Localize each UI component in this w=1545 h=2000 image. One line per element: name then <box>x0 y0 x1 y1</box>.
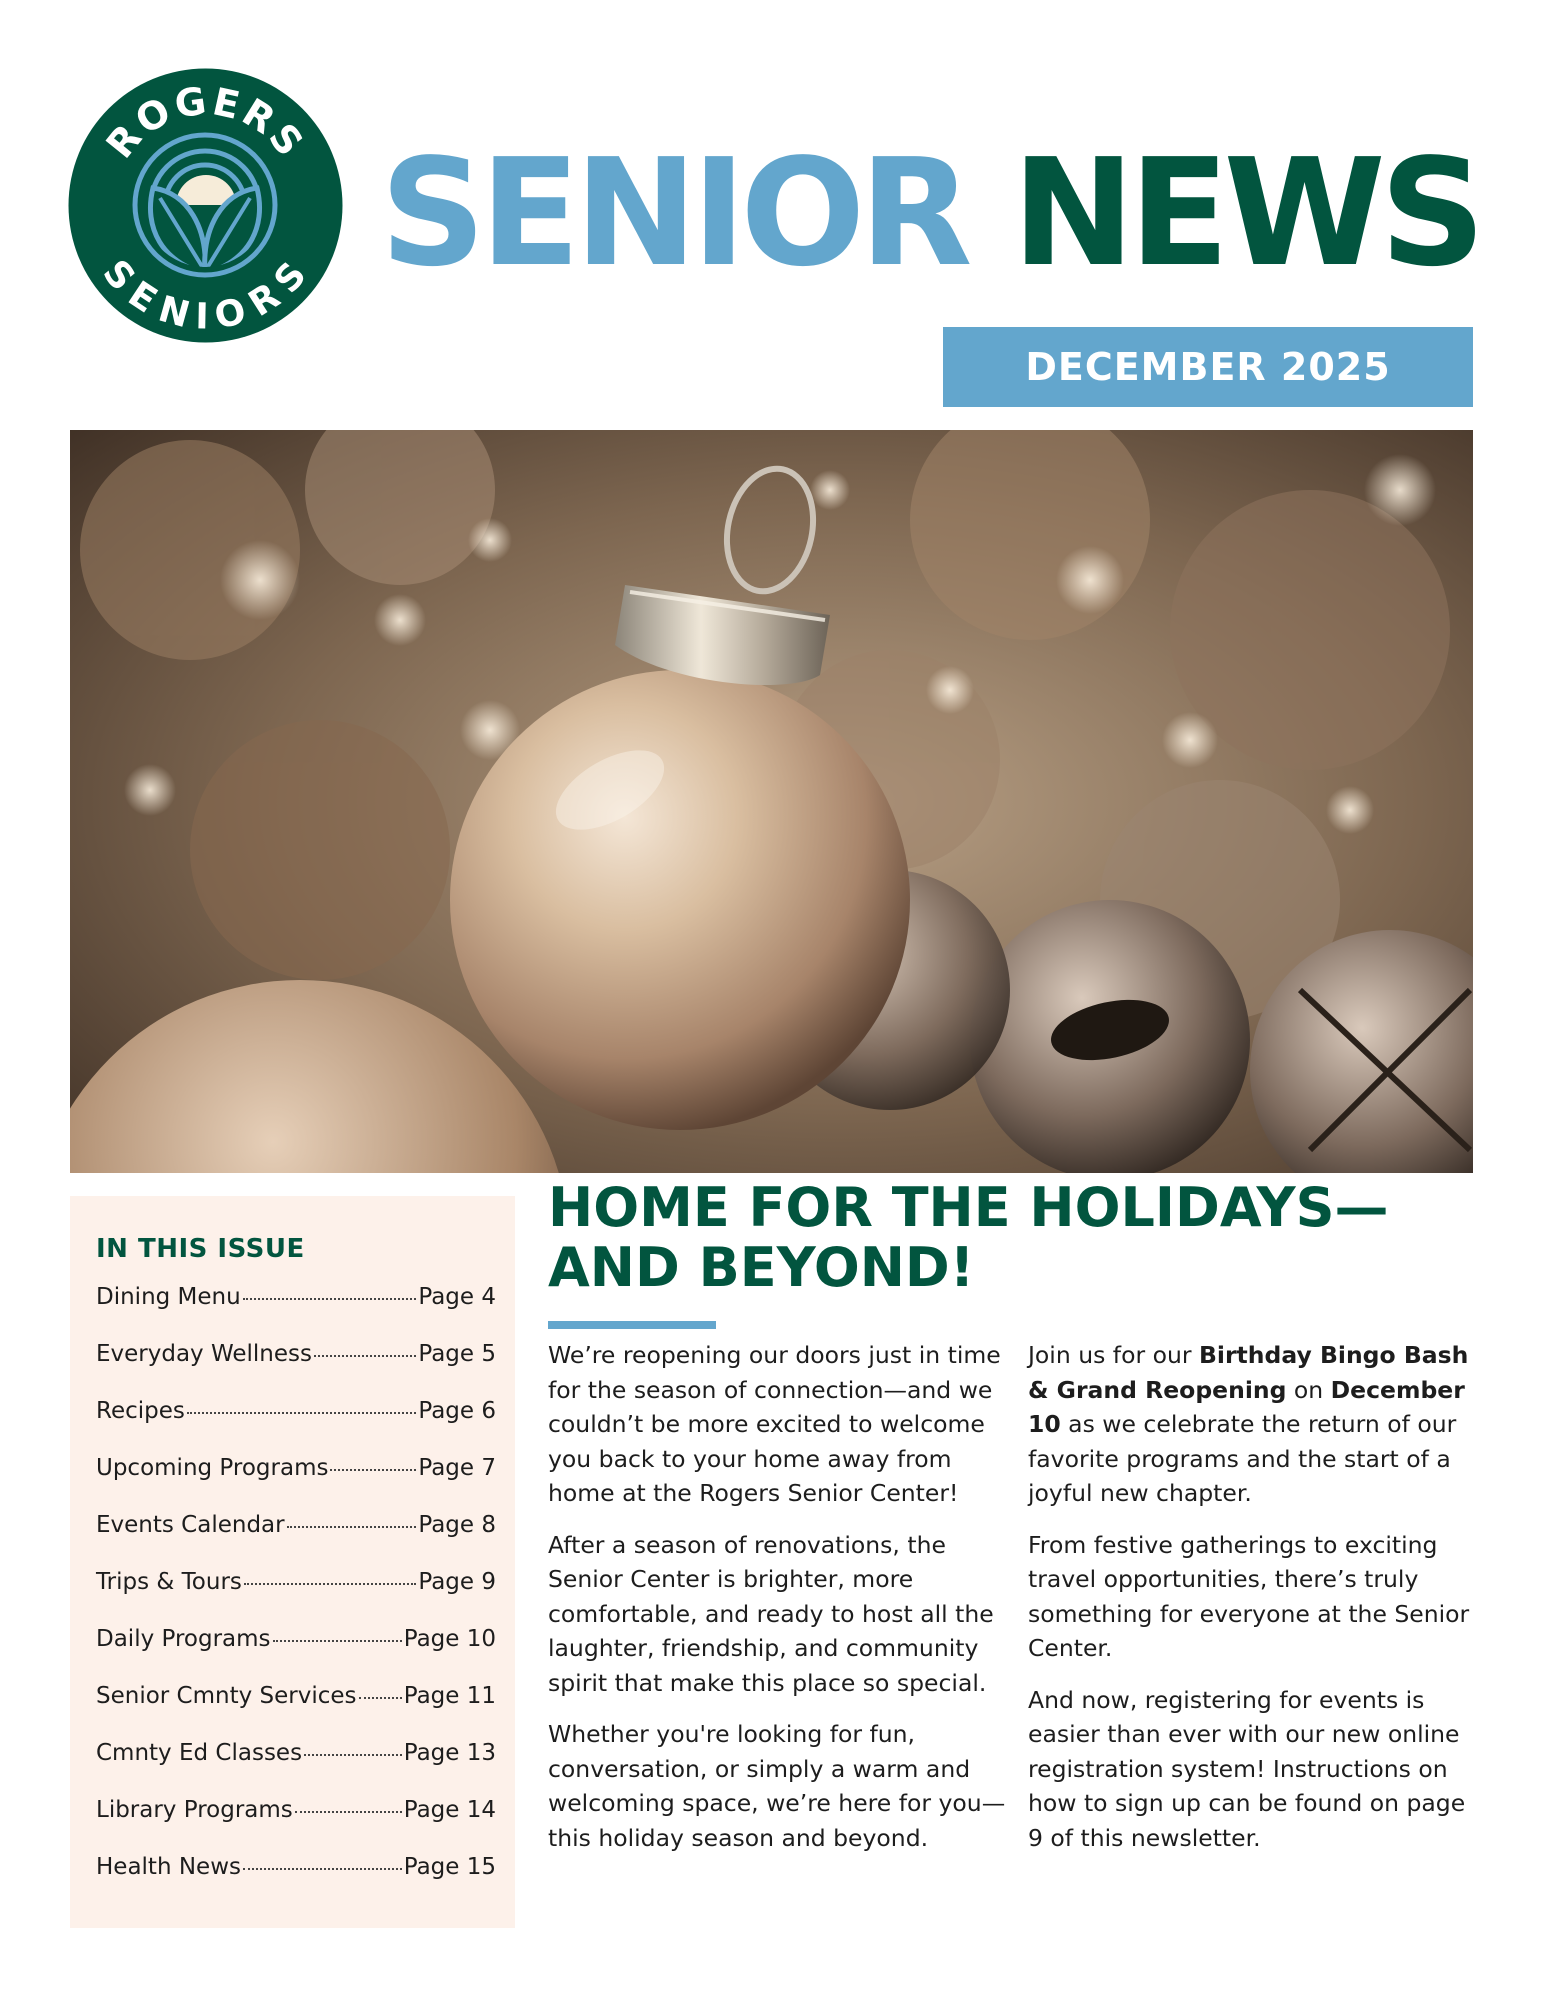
toc-leader-dots <box>287 1526 417 1528</box>
toc-leader-dots <box>295 1811 402 1813</box>
toc-item-page: Page 7 <box>418 1455 496 1481</box>
toc-item-page: Page 14 <box>403 1797 496 1823</box>
toc-item-page: Page 11 <box>403 1683 496 1709</box>
event-text: on <box>1286 1375 1331 1404</box>
toc-item[interactable] <box>96 1455 496 1512</box>
article-paragraph: Whether you're looking for fun, conversation, or simply a warm and welcoming space, we’re here for you—this holiday season and beyond. <box>548 1720 1006 1852</box>
toc-item-page: Page 8 <box>418 1512 496 1538</box>
toc-item-title: Recipes <box>96 1398 185 1424</box>
toc-item-page: Page 10 <box>403 1626 496 1652</box>
issue-date-banner: DECEMBER 2025 <box>943 327 1473 407</box>
toc-item-page: Page 15 <box>403 1854 496 1880</box>
toc-item-title: Dining Menu <box>96 1284 241 1310</box>
toc-item[interactable] <box>96 1683 496 1740</box>
toc-item-title: Upcoming Programs <box>96 1455 329 1481</box>
toc-item-title: Library Programs <box>96 1797 293 1823</box>
logo-bottom-text: SENIORS <box>94 252 317 338</box>
toc-leader-dots <box>187 1412 417 1414</box>
toc-item[interactable] <box>96 1569 496 1626</box>
headline-accent-rule <box>548 1321 716 1329</box>
headline-line-1: HOME FOR THE HOLIDAYS— <box>548 1176 1389 1239</box>
toc-item-title: Events Calendar <box>96 1512 285 1538</box>
logo-top-text: ROGERS <box>97 78 314 167</box>
toc-item[interactable] <box>96 1854 496 1911</box>
toc-leader-dots <box>330 1469 416 1471</box>
toc-leader-dots <box>359 1697 402 1699</box>
masthead-word-senior: SENIOR <box>380 127 967 299</box>
article-paragraph-event <box>1028 1338 1478 1511</box>
event-text: Join us for our <box>1028 1341 1199 1369</box>
article-paragraph: From festive gatherings to exciting travel opportunities, there’s truly something for everyone at the Senior Center. <box>1028 1530 1470 1662</box>
toc-item-page: Page 9 <box>418 1569 496 1595</box>
toc-leader-dots <box>244 1583 416 1585</box>
toc-item-title: Health News <box>96 1854 241 1880</box>
logo-emblem <box>68 68 343 343</box>
toc-item[interactable] <box>96 1284 496 1341</box>
toc-item-title: Trips & Tours <box>96 1569 242 1595</box>
article-column-left <box>548 1338 1013 1872</box>
article-column-right <box>1028 1338 1478 1872</box>
toc-leader-dots <box>243 1298 417 1300</box>
in-this-issue-box <box>70 1196 515 1928</box>
toc-item-page: Page 4 <box>418 1284 496 1310</box>
toc-list <box>96 1284 496 1911</box>
toc-item-page: Page 6 <box>418 1398 496 1424</box>
toc-heading: IN THIS ISSUE <box>96 1234 305 1264</box>
article-paragraph: And now, registering for events is easier than ever with our new online registration system! Instructions on how to sign up can be found on page 9 of this newsletter. <box>1028 1685 1466 1852</box>
article-paragraph: We’re reopening our doors just in time for the season of connection—and we couldn’t be more excited to welcome you back to your home away from home at the Rogers Senior Center! <box>548 1341 1001 1507</box>
article-paragraph: After a season of renovations, the Senior Center is brighter, more comfortable, and ready to host all the laughter, friendship, and community spirit that make this place so special. <box>548 1530 994 1697</box>
toc-leader-dots <box>314 1355 416 1357</box>
toc-item[interactable] <box>96 1398 496 1455</box>
event-name: Birthday Bingo Bash & Grand Reopening <box>1028 1341 1469 1404</box>
toc-item-title: Senior Cmnty Services <box>96 1683 357 1709</box>
toc-item-title: Daily Programs <box>96 1626 271 1652</box>
ornament-image <box>70 430 1473 1173</box>
toc-item[interactable] <box>96 1740 496 1797</box>
toc-item[interactable] <box>96 1797 496 1854</box>
toc-leader-dots <box>304 1754 402 1756</box>
toc-item[interactable] <box>96 1512 496 1569</box>
toc-leader-dots <box>243 1868 402 1870</box>
toc-item-title: Cmnty Ed Classes <box>96 1740 303 1766</box>
article-headline <box>548 1178 1478 1298</box>
toc-item-page: Page 5 <box>418 1341 496 1367</box>
event-text: as we celebrate the return of our favorite programs and the start of a joyful new chapter. <box>1028 1410 1457 1507</box>
toc-item[interactable] <box>96 1341 496 1398</box>
headline-line-2: AND BEYOND! <box>548 1236 975 1299</box>
newsletter-masthead <box>380 118 1480 308</box>
event-date: December 10 <box>1028 1375 1465 1438</box>
toc-leader-dots <box>273 1640 402 1642</box>
toc-item-page: Page 13 <box>403 1740 496 1766</box>
toc-item-title: Everyday Wellness <box>96 1341 312 1367</box>
masthead-word-news: NEWS <box>1011 127 1480 299</box>
toc-item[interactable] <box>96 1626 496 1683</box>
rogers-seniors-logo <box>68 68 343 343</box>
hero-ornament-photo <box>70 430 1473 1173</box>
